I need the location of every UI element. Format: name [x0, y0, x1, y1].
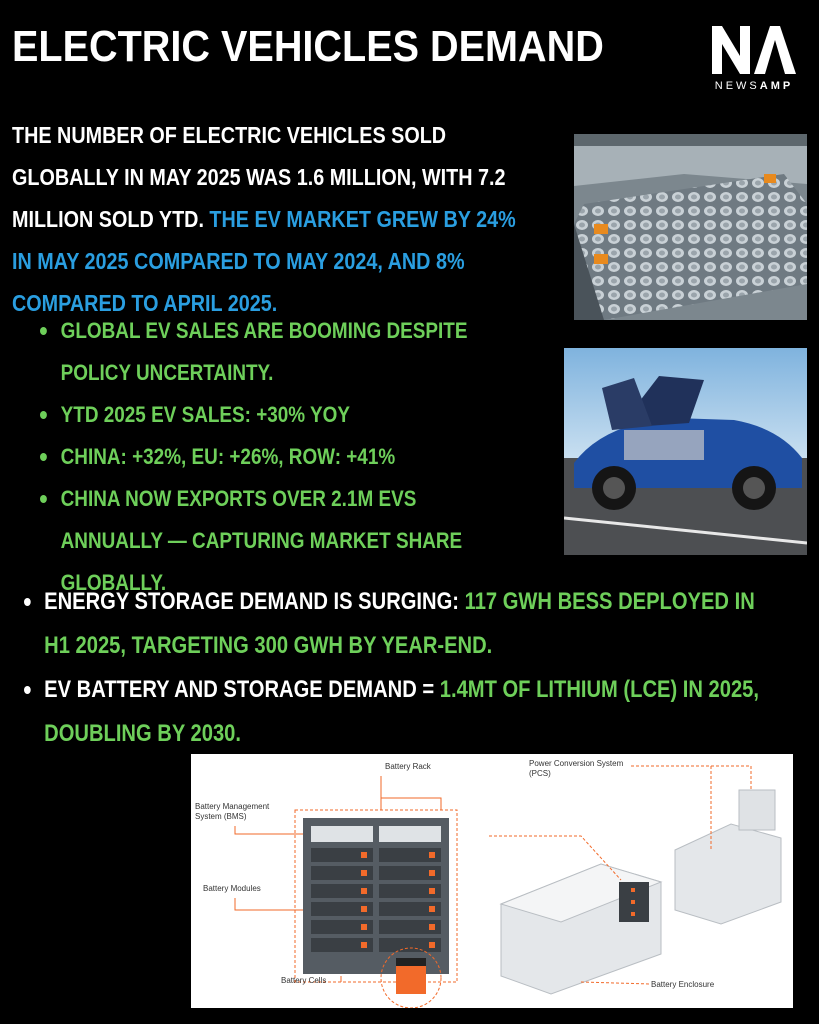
logo-wordmark [700, 80, 808, 92]
label-pcs: Power Conversion System (PCS) [529, 759, 624, 778]
green-bullet-item: GLOBAL EV SALES ARE BOOMING DESPITE POLICY UNCERTAINTY. [40, 310, 487, 394]
label-battery-enclosure: Battery Enclosure [651, 980, 715, 989]
logo-text-bold: AMP [759, 80, 794, 92]
green-bullet-list [40, 310, 487, 604]
green-bullet-item: YTD 2025 EV SALES: +30% YOY [40, 394, 487, 436]
label-battery-rack: Battery Rack [385, 762, 431, 771]
page-title: ELECTRIC VEHICLES DEMAND [12, 22, 604, 71]
intro-blue-text: THE EV MARKET GREW BY 24% IN MAY 2025 COMPARED TO MAY 2024, AND 8% COMPARED TO APRIL 2025. [12, 206, 516, 316]
battery-pack-photo [574, 134, 807, 320]
intro-paragraph [12, 114, 532, 324]
green-bullet-item: CHINA NOW EXPORTS OVER 2.1M EVS ANNUALLY — CAPTURING MARKET SHARE GLOBALLY. [40, 478, 487, 604]
label-battery-cells: Battery Cells [281, 976, 327, 985]
bullet-lead-text: ENERGY STORAGE DEMAND IS SURGING: [44, 588, 459, 615]
label-battery-modules: Battery Modules [203, 884, 261, 893]
logo-text-light: NEWS [714, 80, 760, 92]
bullet-highlight-text: 117 GWH BESS DEPLOYED IN H1 2025, TARGETING 300 GWH BY YEAR-END. [44, 588, 755, 659]
bess-diagram-graphic [191, 754, 793, 1008]
white-bullet-list [24, 580, 780, 756]
label-bms: Battery Management System (BMS) [195, 802, 270, 821]
newsamp-logo [700, 22, 808, 98]
intro-white-text: THE NUMBER OF ELECTRIC VEHICLES SOLD GLOBALLY IN MAY 2025 WAS 1.6 MILLION, WITH 7.2 MILLION SOLD YTD. [12, 122, 506, 232]
green-bullet-item: CHINA: +32%, EU: +26%, ROW: +41% [40, 436, 487, 478]
white-bullet-item [24, 580, 780, 668]
bess-diagram [191, 754, 793, 1008]
bullet-lead-text: EV BATTERY AND STORAGE DEMAND = [44, 676, 435, 703]
bullet-highlight-text: 1.4MT OF LITHIUM (LCE) IN 2025, DOUBLING BY 2030. [44, 676, 759, 747]
white-bullet-item [24, 668, 780, 756]
na-logo-icon [710, 22, 798, 76]
electric-car-photo [564, 348, 807, 555]
